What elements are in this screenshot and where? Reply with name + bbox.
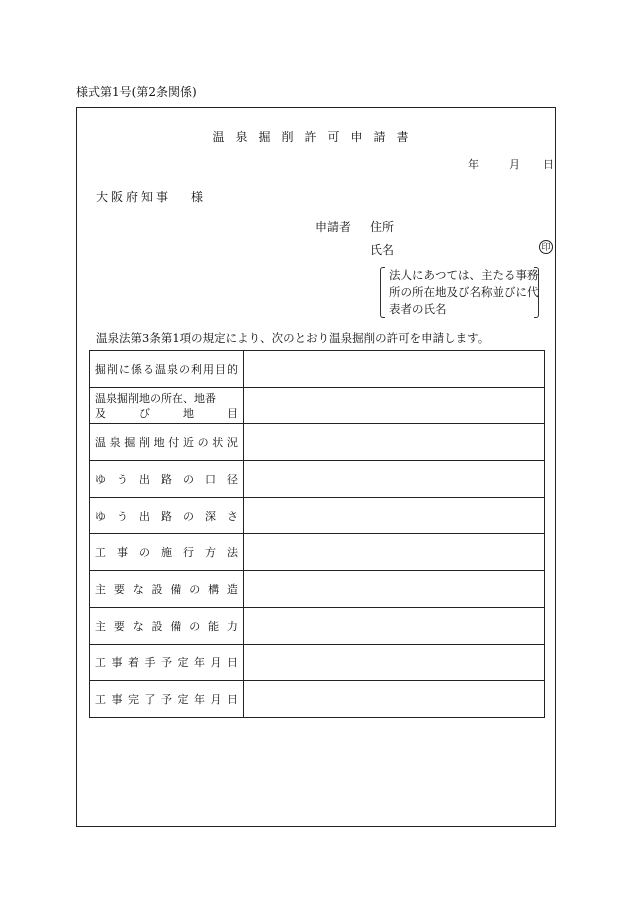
row-label	[90, 387, 244, 424]
row-value-cell[interactable]	[244, 387, 545, 424]
label-char: 予	[161, 693, 172, 707]
label-char: の	[183, 472, 194, 486]
label-char: 掘	[124, 436, 136, 450]
label-char: 温	[95, 436, 106, 450]
label-char: 況	[226, 436, 238, 450]
date-month-label: 月	[509, 158, 520, 171]
row-label-line2	[95, 406, 238, 421]
application-items-table	[89, 350, 545, 718]
row-label-text	[95, 471, 238, 487]
label-char: 予	[161, 656, 172, 670]
table-row	[90, 387, 545, 424]
label-char: の	[179, 362, 190, 376]
row-label-line1: 温泉掘削地の所在、地番	[95, 391, 216, 405]
label-char: 力	[226, 619, 238, 633]
label-char: び	[139, 406, 150, 420]
form-title: 温泉掘削許可申請書	[212, 130, 420, 144]
label-char: 的	[227, 362, 238, 376]
row-value-cell[interactable]	[244, 424, 545, 461]
label-char: 及	[95, 406, 106, 420]
label-char: 設	[151, 619, 163, 633]
label-char: う	[117, 472, 128, 486]
row-label	[90, 607, 244, 644]
address-label: 住所	[370, 220, 395, 234]
form-number: 様式第1号(第2条関係)	[76, 85, 197, 99]
label-char: 深	[205, 509, 216, 523]
row-value-cell[interactable]	[244, 644, 545, 681]
label-char: ゆ	[95, 509, 106, 523]
table-row	[90, 571, 545, 608]
label-char: 定	[177, 693, 189, 707]
application-form-frame	[76, 107, 556, 827]
label-char: 利	[191, 362, 202, 376]
row-label	[90, 497, 244, 534]
label-char: 要	[113, 619, 125, 633]
label-char: 事	[111, 656, 123, 670]
row-value-cell[interactable]	[244, 681, 545, 718]
table-row	[90, 681, 545, 718]
label-char: 方	[205, 546, 216, 560]
label-char: に	[119, 362, 130, 376]
row-label	[90, 424, 244, 461]
label-char: 能	[208, 619, 220, 633]
row-label-text	[95, 618, 238, 634]
table-row	[90, 461, 545, 498]
label-char: 主	[95, 619, 106, 633]
label-char: 工	[95, 693, 106, 707]
label-char: 付	[168, 436, 180, 450]
label-char: 主	[95, 582, 106, 596]
row-label	[90, 644, 244, 681]
table-row	[90, 607, 545, 644]
label-char: 目	[215, 362, 226, 376]
row-label-text	[95, 691, 238, 707]
row-label	[90, 571, 244, 608]
label-char: 径	[227, 472, 238, 486]
label-char: 削	[138, 436, 150, 450]
row-label-two-line	[95, 391, 238, 421]
label-char: 事	[111, 693, 123, 707]
label-char: 地	[183, 406, 194, 420]
label-char: さ	[227, 509, 238, 523]
label-char: 日	[227, 656, 238, 670]
label-char: 備	[170, 582, 182, 596]
label-char: 工	[95, 656, 106, 670]
label-char: 日	[227, 693, 238, 707]
row-label-text	[95, 361, 238, 377]
label-char: 泉	[109, 436, 121, 450]
label-char: 月	[210, 656, 222, 670]
table-row	[90, 644, 545, 681]
label-char: の	[183, 509, 194, 523]
label-char: 温	[155, 362, 166, 376]
table-row	[90, 424, 545, 461]
label-char: 年	[194, 656, 205, 670]
label-char: 工	[95, 546, 106, 560]
label-char: 構	[208, 582, 220, 596]
seal-mark: 印	[539, 240, 553, 254]
label-char: の	[197, 436, 209, 450]
label-char: 完	[128, 693, 139, 707]
label-char: 出	[139, 472, 150, 486]
row-label	[90, 351, 244, 388]
label-char: 目	[227, 406, 238, 420]
label-char: な	[132, 582, 144, 596]
label-char: 係	[131, 362, 142, 376]
row-label-text	[95, 508, 238, 524]
label-char: の	[189, 619, 201, 633]
row-label-text	[95, 654, 238, 670]
label-char: 近	[182, 436, 194, 450]
label-char: 了	[144, 693, 156, 707]
row-label-text	[95, 434, 238, 450]
label-char: 出	[139, 509, 150, 523]
table-row	[90, 351, 545, 388]
label-char: 手	[144, 656, 156, 670]
row-label-text	[95, 544, 238, 560]
addressee-name: 大阪府知事	[96, 190, 172, 204]
row-value-cell[interactable]	[244, 351, 545, 388]
label-char: 備	[170, 619, 182, 633]
row-value-cell[interactable]	[244, 571, 545, 608]
addressee-honorific: 様	[191, 190, 204, 204]
row-value-cell[interactable]	[244, 497, 545, 534]
label-char: 年	[194, 693, 205, 707]
label-char: る	[143, 362, 154, 376]
label-char: 泉	[167, 362, 178, 376]
label-char: の	[139, 546, 150, 560]
label-char: 削	[107, 362, 118, 376]
label-char: 路	[161, 509, 172, 523]
label-char: 造	[226, 582, 238, 596]
row-value-cell[interactable]	[244, 461, 545, 498]
corporation-note: 法人にあつては、主たる事務所の所在地及び名称並びに代表者の氏名	[389, 268, 539, 316]
label-char: 要	[113, 582, 125, 596]
row-label-text	[95, 581, 238, 597]
row-label	[90, 461, 244, 498]
label-char: 路	[161, 472, 172, 486]
label-char: 用	[203, 362, 214, 376]
label-char: 行	[183, 546, 194, 560]
intro-text: 温泉法第3条第1項の規定により、次のとおり温泉掘削の許可を申請します。	[96, 331, 490, 345]
label-char: 状	[212, 436, 224, 450]
row-value-cell[interactable]	[244, 607, 545, 644]
label-char: 施	[161, 546, 172, 560]
note-bracket-right	[534, 267, 539, 318]
label-char: 事	[117, 546, 128, 560]
row-value-cell[interactable]	[244, 534, 545, 571]
label-char: 口	[205, 472, 216, 486]
table-row	[90, 534, 545, 571]
label-char: 設	[151, 582, 163, 596]
date-year-label: 年	[468, 158, 479, 171]
label-char: な	[132, 619, 144, 633]
row-label	[90, 534, 244, 571]
applicant-label: 申請者	[315, 220, 352, 234]
name-label: 氏名	[370, 243, 395, 257]
label-char: 着	[128, 656, 139, 670]
table-row	[90, 497, 545, 534]
addressee	[96, 188, 203, 205]
label-char: ゆ	[95, 472, 106, 486]
label-char: 月	[210, 693, 222, 707]
row-label	[90, 681, 244, 718]
label-char: う	[117, 509, 128, 523]
label-char: 掘	[95, 362, 106, 376]
label-char: 法	[227, 546, 238, 560]
label-char: の	[189, 582, 201, 596]
label-char: 定	[177, 656, 189, 670]
label-char: 地	[153, 436, 165, 450]
date-day-label: 日	[543, 158, 554, 171]
